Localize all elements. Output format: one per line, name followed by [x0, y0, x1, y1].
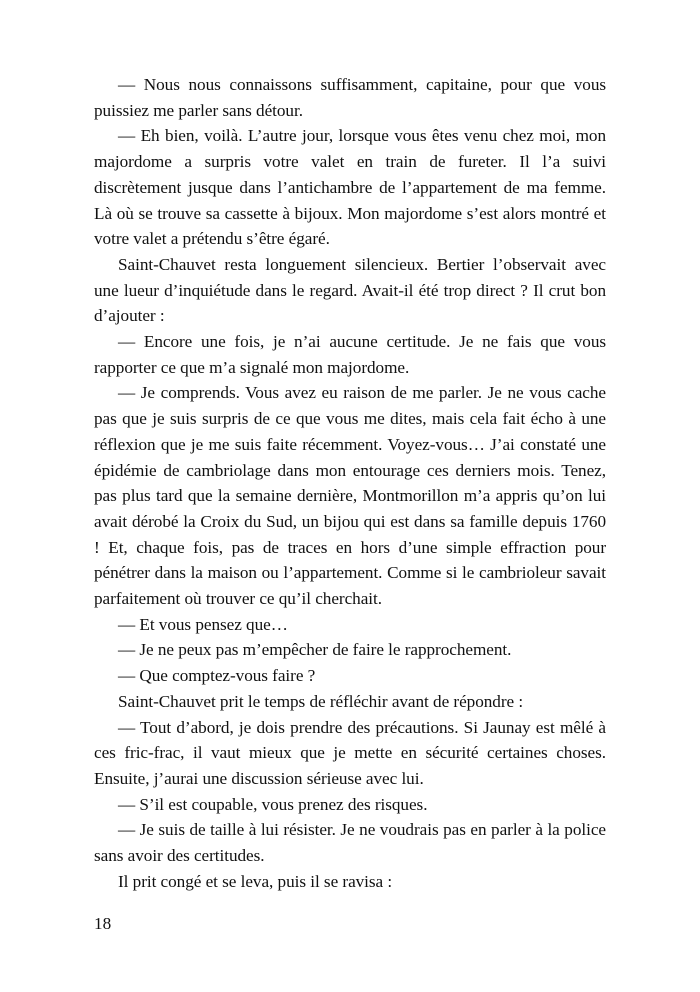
- paragraph: — Encore une fois, je n’ai aucune certitude. Je ne fais que vous rapporter ce que m’a signalé mon majordome.: [94, 332, 606, 377]
- paragraph: — Je comprends. Vous avez eu raison de me parler. Je ne vous cache pas que je suis surpris de ce que vous me dites, mais cela fait écho à une réflexion que je me suis faite récemment. Voyez-vous… J’ai constaté une épidémie de cambriolage dans mon entourage ces derniers mois. Tenez, pas plus tard que la semaine dernière, Montmorillon m’a appris qu’on lui avait dérobé la Croix du Sud, un bijou qui est dans sa famille depuis 1760 ! Et, chaque fois, pas de traces en hors d’une simple effraction pour pénétrer dans la maison ou l’appartement. Comme si le cambrioleur savait parfaitement où trouver ce qu’il cherchait.: [94, 383, 606, 609]
- paragraph: Il prit congé et se leva, puis il se ravisa :: [118, 871, 393, 891]
- paragraph: Saint-Chauvet prit le temps de réfléchir avant de répondre :: [118, 691, 524, 711]
- paragraph: — S’il est coupable, vous prenez des risques.: [118, 794, 428, 814]
- page-body: [94, 72, 606, 895]
- paragraph: — Que comptez-vous faire ?: [118, 666, 316, 686]
- paragraph: — Eh bien, voilà. L’autre jour, lorsque vous êtes venu chez moi, mon majordome a surpris votre valet en train de fureter. Il l’a suivi discrètement jusque dans l’antichambre de l’appartement de ma femme. Là où se trouve sa cassette à bijoux. Mon majordome s’est alors montré et votre valet a prétendu s’être égaré.: [94, 126, 606, 249]
- paragraph: — Je ne peux pas m’empêcher de faire le rapprochement.: [118, 640, 512, 660]
- paragraph: — Nous nous connaissons suffisamment, capitaine, pour que vous puissiez me parler sans détour.: [94, 75, 606, 120]
- page-number: 18: [94, 914, 112, 933]
- paragraph: Saint-Chauvet resta longuement silencieux. Bertier l’observait avec une lueur d’inquiétude dans le regard. Avait-il été trop direct ? Il crut bon d’ajouter :: [94, 254, 606, 326]
- paragraph: — Et vous pensez que…: [118, 614, 288, 634]
- paragraph: — Tout d’abord, je dois prendre des précautions. Si Jaunay est mêlé à ces fric-frac, il vaut mieux que je mette en sécurité certaines choses. Ensuite, j’aurai une discussion sérieuse avec lui.: [94, 717, 606, 788]
- paragraph: — Je suis de taille à lui résister. Je ne voudrais pas en parler à la police sans avoir des certitudes.: [94, 820, 606, 866]
